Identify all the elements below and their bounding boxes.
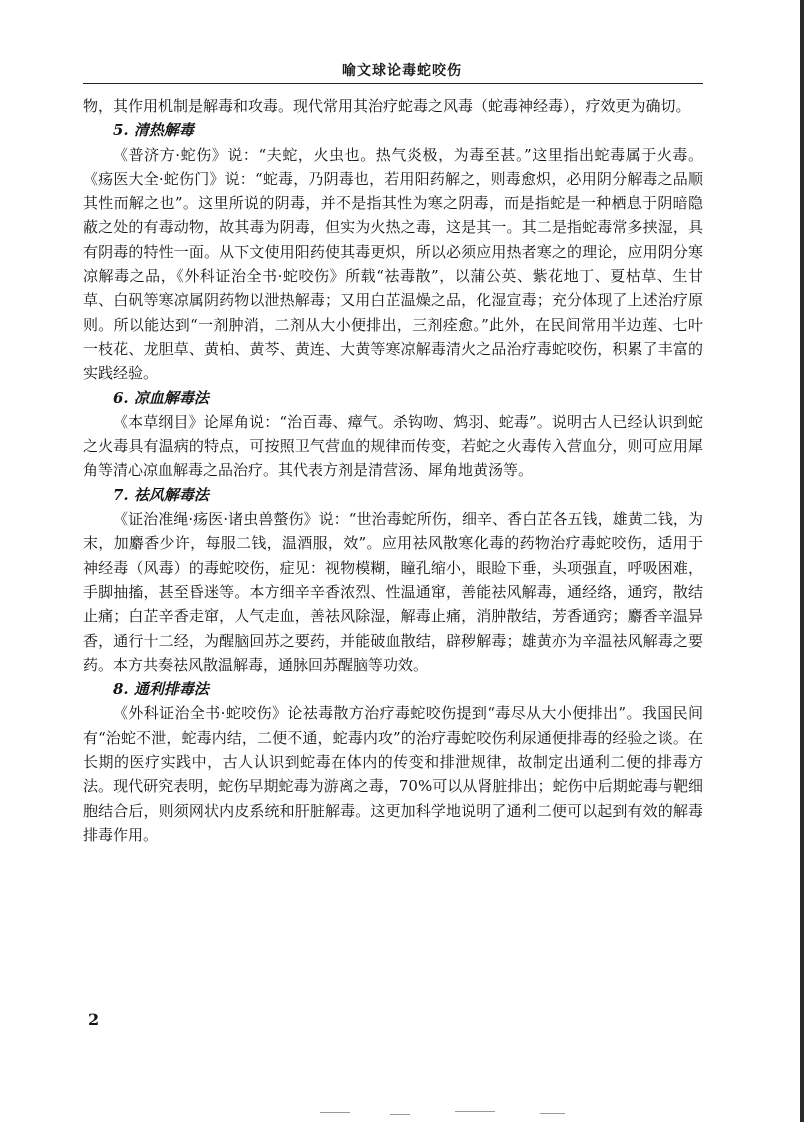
section-heading-5: 5. 清热解毒 bbox=[113, 121, 194, 140]
section-heading-7: 7. 祛风解毒法 bbox=[113, 485, 209, 504]
section-5-paragraph: 《普济方·蛇伤》说：“夫蛇，火虫也。热气炎极，为毒至甚。”这里指出蛇毒属于火毒。《疡医大全·蛇伤门》说：“蛇毒，乃阴毒也，若用阳药解之，则毒愈炽，必用阴分解毒之品顺其性而解之也”。这里所说的阴毒，并不是指其性为寒之阴毒，而是指蛇是一种栖息于阴暗隐蔽之处的有毒动物，故其毒为阴毒，但实为火热之毒，这是其一。其二是指蛇毒常多挟湿，具有阴毒的特性一面。从下文使用阳药使其毒更炽，所以必须应用热者寒之的理论，应用阴分寒凉解毒之品，《外科证治全书·蛇咬伤》所载“祛毒散”，以蒲公英、紫花地丁、夏枯草、生甘草、白矾等寒凉属阴药物以泄热解毒；又用白芷温燥之品，化湿宣毒；充分体现了上述治疗原则。所以能达到“一剂肿消，二剂从大小便排出，三剂痊愈。”此外，在民间常用半边莲、七叶一枝花、龙胆草、黄柏、黄芩、黄连、大黄等寒凉解毒清火之品治疗毒蛇咬伤，积累了丰富的实践经验。 bbox=[83, 145, 703, 383]
section-8-paragraph: 《外科证治全书·蛇咬伤》论祛毒散方治疗毒蛇咬伤提到“毒尽从大小便排出”。我国民间有“治蛇不泄，蛇毒内结，二便不通，蛇毒内攻”的治疗毒蛇咬伤利尿通便排毒的经验之谈。在长期的医疗实践中，古人认识到蛇毒在体内的传变和排泄规律，故制定出通利二便的排毒方法。现代研究表明，蛇伤早期蛇毒为游离之毒，70%可以从肾脏排出；蛇伤中后期蛇毒与靶细胞结合后，则须网状内皮系统和肝脏解毒。这更加科学地说明了通利二便可以起到有效的解毒排毒作用。 bbox=[83, 704, 703, 844]
section-heading-6: 6. 凉血解毒法 bbox=[113, 388, 209, 407]
page-body bbox=[83, 94, 703, 847]
section-heading-8: 8. 通利排毒法 bbox=[113, 680, 209, 699]
section-6-paragraph: 《本草纲目》论犀角说：“治百毒、瘴气。杀钩吻、鸩羽、蛇毒”。说明古人已经认识到蛇之火毒具有温病的特点，可按照卫气营血的规律而传变，若蛇之火毒传入营血分，则可应用犀角等清心凉血解毒之品治疗。其代表方剂是清营汤、犀角地黄汤等。 bbox=[83, 412, 703, 480]
scan-noise bbox=[540, 1113, 565, 1114]
continued-paragraph: 物，其作用机制是解毒和攻毒。现代常用其治疗蛇毒之风毒（蛇毒神经毒），疗效更为确切。 bbox=[83, 97, 691, 115]
header-rule bbox=[83, 83, 703, 84]
scan-edge-shadow bbox=[800, 0, 804, 1122]
scan-noise bbox=[455, 1111, 495, 1112]
scan-noise bbox=[320, 1112, 350, 1113]
page-number: 2 bbox=[88, 1010, 100, 1029]
running-header-title: 喻文球论毒蛇咬伤 bbox=[342, 63, 462, 79]
page-header bbox=[0, 0, 804, 84]
section-7-paragraph: 《证治准绳·疡医·诸虫兽螫伤》说：“世治毒蛇所伤，细辛、香白芷各五钱，雄黄二钱，为末，加麝香少许，每服二钱，温酒服，效”。应用祛风散寒化毒的药物治疗毒蛇咬伤，适用于神经毒（风毒）的毒蛇咬伤，症见：视物模糊，瞳孔缩小，眼睑下垂，头项强直，呼吸困难，手脚抽搐，甚至昏迷等。本方细辛辛香浓烈、性温通窜，善能祛风解毒，通经络，通窍，散结止痛；白芷辛香走窜，人气走血，善祛风除湿，解毒止痛，消肿散结，芳香通窍；麝香辛温异香，通行十二经，为醒脑回苏之要药，并能破血散结，辟秽解毒；雄黄亦为辛温祛风解毒之要药。本方共奏祛风散温解毒，通脉回苏醒脑等功效。 bbox=[83, 510, 703, 674]
scan-noise bbox=[390, 1114, 410, 1115]
